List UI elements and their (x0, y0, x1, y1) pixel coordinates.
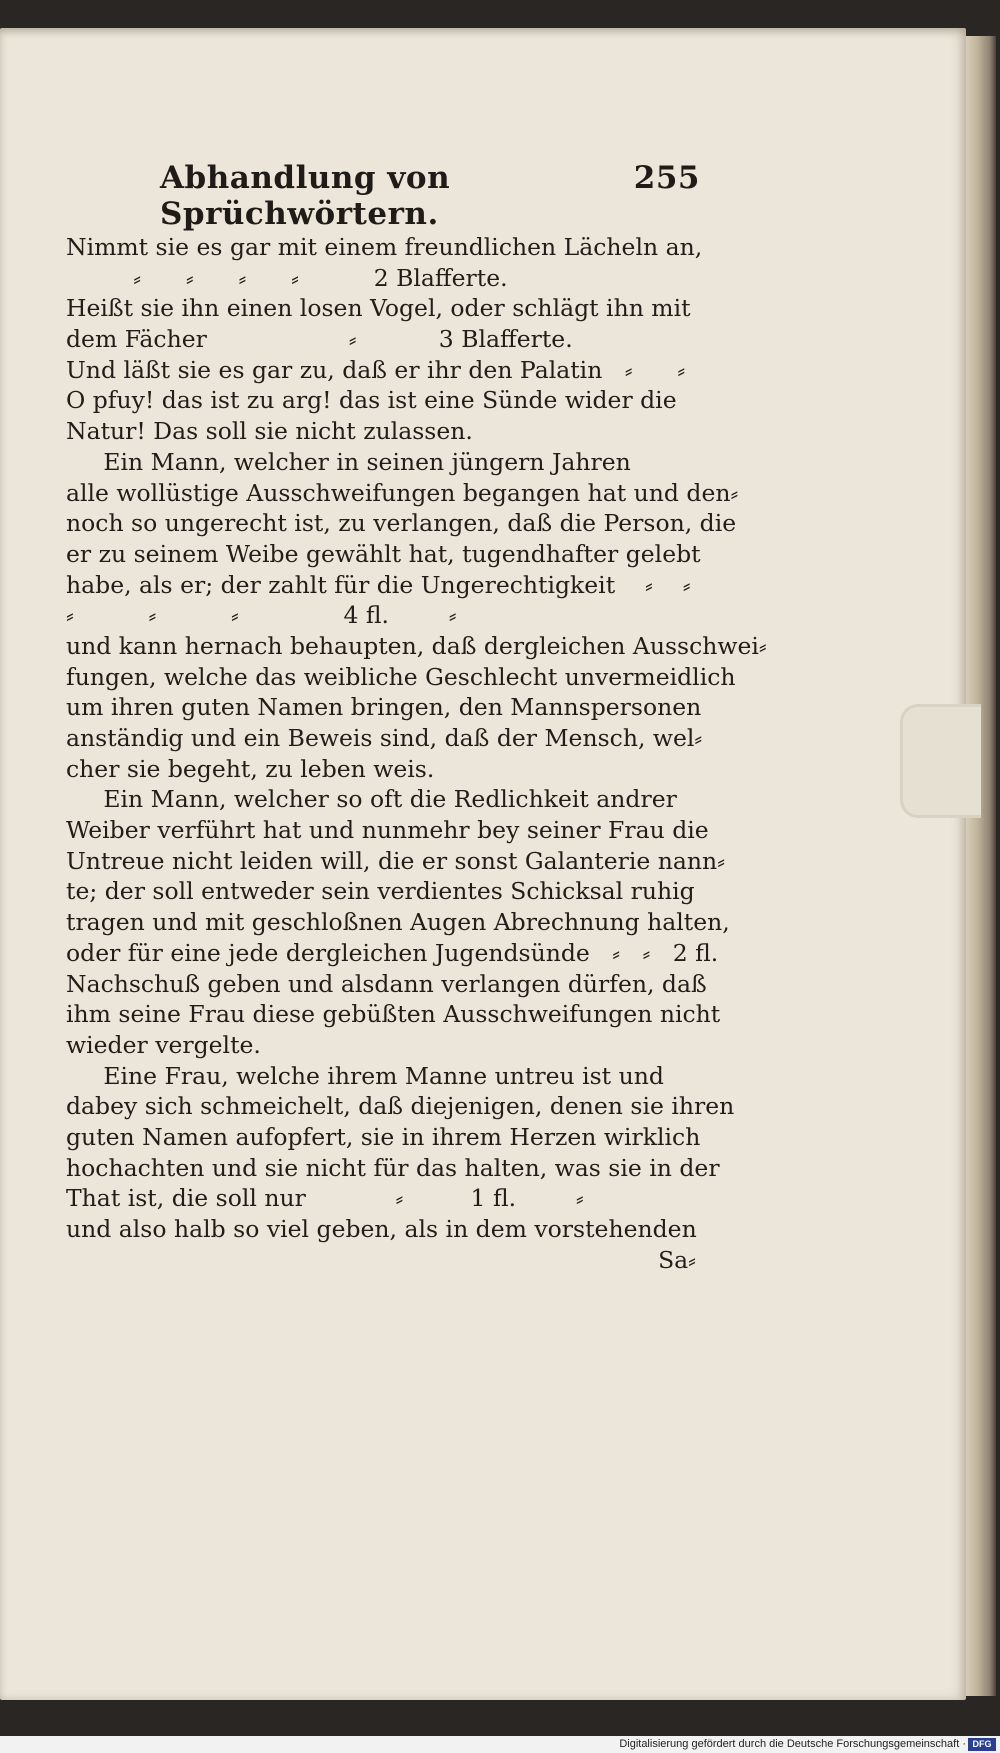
text-line: dabey sich schmeichelt, daß diejenigen, denen sie ihren (66, 1092, 735, 1121)
text-line: habe, als er; der zahlt für die Ungerechtigkeit ⸗ ⸗ (66, 570, 691, 599)
text-line: Ein Mann, welcher in seinen jüngern Jahren (66, 447, 631, 476)
text-line: wieder vergelte. (66, 1030, 261, 1059)
catchword: Sa⸗ (658, 1245, 696, 1274)
text-line: tragen und mit geschloßnen Augen Abrechnung halten, (66, 908, 730, 937)
text-line: um ihren guten Namen bringen, den Mannspersonen (66, 693, 702, 722)
footer-text: Digitalisierung gefördert durch die Deutsche Forschungsgemeinschaft · (619, 1738, 966, 1750)
text-line: alle wollüstige Ausschweifungen begangen hat und den⸗ (66, 478, 739, 507)
digitization-footer (0, 1736, 1000, 1753)
text-line: te; der soll entweder sein verdientes Schicksal ruhig (66, 877, 695, 906)
text-line: ⸗ ⸗ ⸗ ⸗ 2 Blafferte. (66, 263, 508, 292)
text-line: hochachten und sie nicht für das halten, was sie in der (66, 1153, 720, 1182)
text-line: dem Fächer ⸗ 3 Blafferte. (66, 325, 573, 354)
text-line: Untreue nicht leiden will, die er sonst Galanterie nann⸗ (66, 846, 726, 875)
text-line: Natur! Das soll sie nicht zulassen. (66, 417, 473, 446)
text-line: Und läßt sie es gar zu, daß er ihr den Palatin ⸗ ⸗ (66, 355, 686, 384)
text-line: anständig und ein Beweis sind, daß der Mensch, wel⸗ (66, 724, 703, 752)
text-line: Nachschuß geben und alsdann verlangen dürfen, daß (66, 969, 707, 998)
text-line: fungen, welche das weibliche Geschlecht unvermeidlich (66, 662, 736, 691)
text-line: cher sie begeht, zu leben weis. (66, 754, 435, 783)
text-line: Nimmt sie es gar mit einem freundlichen Lächeln an, (66, 233, 703, 261)
header-title: Abhandlung von Sprüchwörtern. (160, 160, 451, 232)
text-line: Ein Mann, welcher so oft die Redlichkeit andrer (66, 785, 677, 814)
page-number: 255 (633, 160, 700, 196)
text-line: noch so ungerecht ist, zu verlangen, daß die Person, die (66, 509, 737, 538)
text-line: Weiber verführt hat und nunmehr bey seiner Frau die (66, 816, 709, 845)
text-line: ihm seine Frau diese gebüßten Ausschweifungen nicht (66, 1000, 721, 1029)
page-text (66, 232, 767, 1275)
text-line: und kann hernach behaupten, daß dergleichen Ausschwei⸗ (66, 631, 767, 660)
running-header (160, 160, 700, 232)
text-line: und also halb so viel geben, als in dem vorstehenden (66, 1215, 697, 1243)
text-line: That ist, die soll nur ⸗ 1 fl. ⸗ (66, 1184, 584, 1213)
text-line: Eine Frau, welche ihrem Manne untreu ist und (66, 1061, 664, 1090)
page-tab-marker (900, 704, 981, 818)
text-line: guten Namen aufopfert, sie in ihrem Herzen wirklich (66, 1122, 701, 1151)
text-line: O pfuy! das ist zu arg! das ist eine Sünde wider die (66, 386, 677, 415)
text-line: er zu seinem Weibe gewählt hat, tugendhafter gelebt (66, 539, 701, 568)
page-edge (966, 36, 996, 1696)
text-line: Heißt sie ihn einen losen Vogel, oder schlägt ihn mit (66, 294, 691, 323)
dfg-logo: DFG (968, 1738, 996, 1751)
text-line: ⸗ ⸗ ⸗ 4 fl. ⸗ (66, 601, 457, 630)
text-line: oder für eine jede dergleichen Jugendsünde ⸗ ⸗ 2 fl. (66, 938, 719, 967)
